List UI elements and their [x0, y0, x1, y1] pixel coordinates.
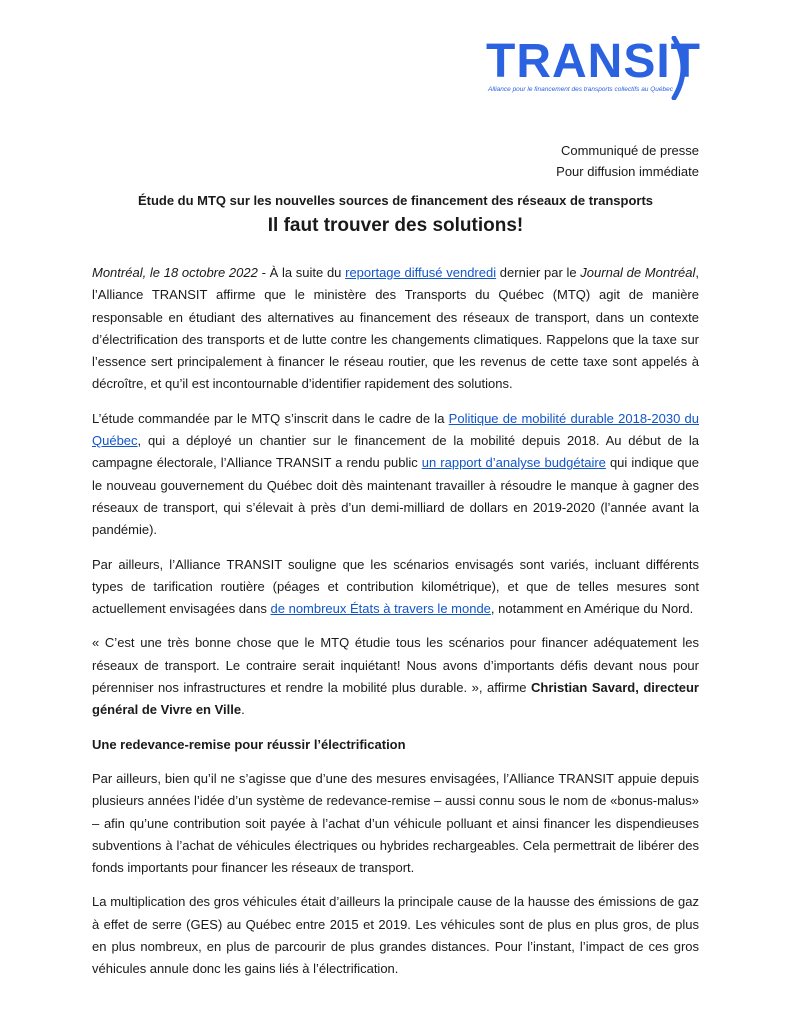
immediate-release-label: Pour diffusion immédiate: [556, 164, 699, 179]
paragraph-2: [92, 408, 699, 542]
text-span: Par ailleurs, l’Alliance TRANSIT souligne que les scénarios envisagés sont variés, incluant différents types de tarification routière (péages et contribution kilométrique), et que de telles mesures sont actuellement envisagées dans: [92, 556, 699, 617]
text-span: « C’est une très bonne chose que le MTQ étudie tous les scénarios pour financer adéquatement les réseaux de transport. Le contraire serait inquiétant! Nous avons d’importants défis devant nous pour pérenniser nos infrastructures et rendre la mobilité plus durable. », affirme: [92, 635, 699, 696]
paragraph-5: Par ailleurs, bien qu’il ne s’agisse que d’une des mesures envisagées, l’Alliance TRANSIT appuie depuis plusieurs années l’idée d’un système de redevance-remise – aussi connu sous le nom de «bonus-malus» – afin qu’une contribution soit payée à l’achat d’un véhicule polluant et ainsi financer les dispendieuses subventions à l’achat de véhicules électriques ou hybrides rechargeables. Cela permettrait de libérer des fonds importants pour financer les réseaux de transport.: [92, 770, 699, 876]
logo-wordmark: TRANSIT: [486, 35, 701, 88]
budget-report-link[interactable]: un rapport d’analyse budgétaire: [421, 455, 606, 471]
press-header: [556, 140, 699, 182]
paragraph-1: [92, 262, 699, 396]
article-body: [92, 262, 699, 993]
text-span: dernier par le: [496, 265, 581, 280]
policy-link[interactable]: Politique de mobilité durable 2018-2030 du Québec: [92, 410, 699, 449]
paragraph-4-quote: [92, 632, 699, 721]
page-title: Il faut trouver des solutions!: [267, 215, 524, 236]
text-span: À la suite du: [265, 265, 346, 280]
reportage-link[interactable]: reportage diffusé vendredi: [345, 265, 497, 280]
transit-logo: [480, 34, 710, 104]
chevron-right-icon: [670, 36, 696, 100]
paragraph-3: [92, 554, 699, 621]
speaker-name: Christian Savard, directeur général de Vivre en Ville: [92, 680, 699, 718]
press-release-label: Communiqué de presse: [560, 143, 699, 158]
text-span: L’étude commandée par le MTQ s’inscrit dans le cadre de la: [92, 410, 449, 426]
subtitle: Étude du MTQ sur les nouvelles sources de financement des réseaux de transports: [137, 193, 654, 208]
section-heading: Une redevance-remise pour réussir l’électrification: [92, 736, 406, 752]
text-span: , l’Alliance TRANSIT affirme que le ministère des Transports du Québec (MTQ) agit de manière responsable en étudiant des alternatives au financement des réseaux de transport, dans un contexte d’électrification des transports et de lutte contre les changements climatiques. Rappelons que la taxe sur l’essence sert principalement à financer le réseau routier, que les revenus de cette taxe sont appelés à décroître, et qu’il est incontournable d’identifier rapidement des solutions.: [92, 265, 699, 392]
logo-tagline: Alliance pour le financement des transports collectifs au Québec: [488, 86, 673, 93]
paragraph-6: La multiplication des gros véhicules était d’ailleurs la principale cause de la hausse des émissions de gaz à effet de serre (GES) au Québec entre 2015 et 2019. Les véhicules sont de plus en plus gros, de plus en plus nombreux, en plus de parcourir de plus grandes distances. Pour l’instant, l’impact de ces gros véhicules annule donc les gains liés à l’électrification.: [92, 894, 699, 977]
text-span: qui indique que le nouveau gouvernement du Québec doit dès maintenant travailler à résoudre le manque à gagner des réseaux de transport, qui s’élevait à près d’un demi-milliard de dollars en 2019-2020 (l’année avant la pandémie).: [92, 455, 699, 538]
states-link[interactable]: de nombreux États à travers le monde: [270, 601, 491, 617]
journal-name: Journal de Montréal: [580, 265, 696, 280]
text-span: , notamment en Amérique du Nord.: [490, 601, 694, 617]
dateline: Montréal, le 18 octobre 2022 -: [92, 265, 266, 280]
text-span: .: [241, 702, 245, 718]
text-span: , qui a déployé un chantier sur le financement de la mobilité depuis 2018. Au début de la campagne électorale, l’Alliance TRANSIT a rendu public: [92, 433, 699, 471]
